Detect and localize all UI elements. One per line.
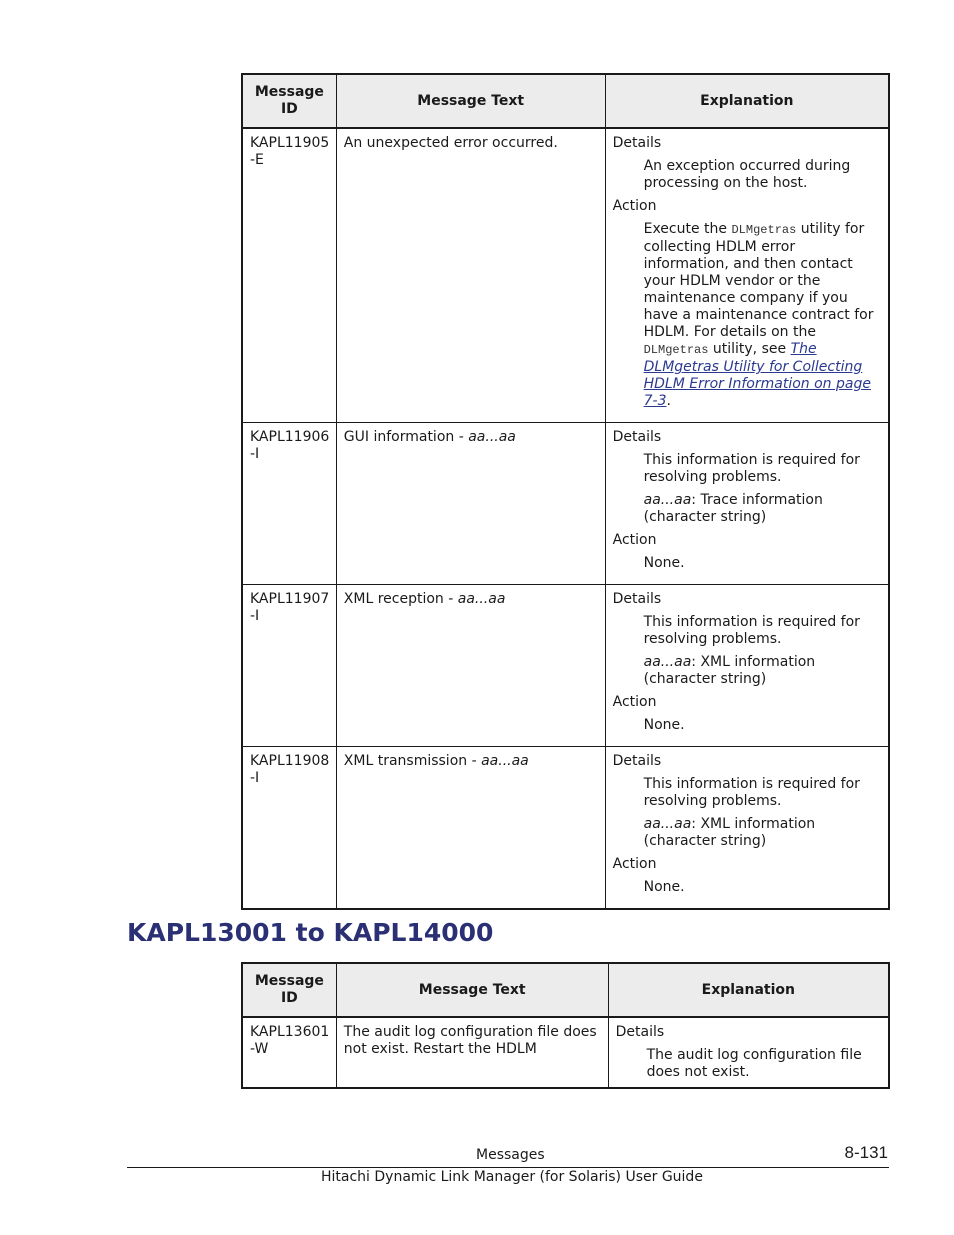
explanation <box>605 423 889 585</box>
action-label: Action <box>612 856 657 872</box>
variable-name: aa...aa <box>643 492 692 508</box>
message-text-prefix: XML reception - <box>343 591 458 607</box>
message-text <box>336 585 605 747</box>
message-text: The audit log configuration file does not exist. Restart the HDLM <box>336 1017 608 1088</box>
explanation <box>605 128 889 423</box>
variable-description <box>644 654 882 688</box>
message-variable: aa...aa <box>481 753 529 769</box>
variable-name: aa...aa <box>643 816 692 832</box>
messages-table-kapl119xx <box>241 73 890 910</box>
message-id: KAPL13601-W <box>242 1017 336 1088</box>
table-row <box>242 423 889 585</box>
explanation <box>608 1017 889 1088</box>
message-variable: aa...aa <box>468 429 516 445</box>
utility-name-code: DLMgetras <box>643 343 709 357</box>
messages-table-kapl136xx <box>241 962 890 1089</box>
footer-page-number: 8-131 <box>844 1143 888 1162</box>
explanation <box>605 585 889 747</box>
message-variable: aa...aa <box>457 591 506 607</box>
utility-name-code: DLMgetras <box>731 223 797 237</box>
header-message-id: Message ID <box>242 74 336 128</box>
message-id: KAPL11908-I <box>242 747 336 910</box>
details-text: The audit log configuration file does not exist. <box>646 1047 862 1080</box>
details-text: An exception occurred during processing on the host. <box>643 158 851 191</box>
table-row <box>242 585 889 747</box>
variable-description <box>644 492 882 526</box>
message-id: KAPL11907-I <box>242 585 336 747</box>
action-label: Action <box>612 694 657 710</box>
message-text-prefix: XML transmission - <box>343 753 482 769</box>
header-message-text: Message Text <box>336 74 605 128</box>
details-label: Details <box>612 429 662 445</box>
section-heading: KAPL13001 to KAPL14000 <box>127 918 494 947</box>
action-text-part: utility for collecting HDLM error information, and then contact your HDLM vendor or the maintenance company if you have a maintenance contract for HDLM. For details on the <box>643 221 874 340</box>
action-label: Action <box>612 532 657 548</box>
table-header-row <box>242 963 889 1017</box>
action-text-part: Execute the <box>643 221 732 237</box>
variable-description <box>644 816 882 850</box>
message-text <box>336 747 605 910</box>
details-label: Details <box>612 753 662 769</box>
header-message-text: Message Text <box>336 963 608 1017</box>
action-label: Action <box>612 198 657 214</box>
message-text: An unexpected error occurred. <box>336 128 605 423</box>
action-text-part: utility, see <box>708 341 791 357</box>
variable-meaning: : Trace information (character string) <box>643 492 823 525</box>
variable-name: aa...aa <box>643 654 692 670</box>
action-text: None. <box>643 555 685 571</box>
message-id: KAPL11906-I <box>242 423 336 585</box>
table-row <box>242 1017 889 1088</box>
action-text: None. <box>643 879 685 895</box>
details-label: Details <box>615 1024 665 1040</box>
message-text <box>336 423 605 585</box>
table-row <box>242 128 889 423</box>
action-text <box>644 221 882 410</box>
details-text: This information is required for resolving problems. <box>643 452 860 485</box>
footer-divider <box>127 1167 889 1168</box>
message-id: KAPL11905-E <box>242 128 336 423</box>
cross-reference-link[interactable]: The DLMgetras Utility for Collecting HDLM Error Information on page 7-3 <box>643 341 871 409</box>
details-label: Details <box>612 135 662 151</box>
message-text-prefix: GUI information - <box>343 429 469 445</box>
variable-meaning: : XML information (character string) <box>643 654 816 687</box>
action-text: None. <box>643 717 685 733</box>
variable-meaning: : XML information (character string) <box>643 816 816 849</box>
details-text: This information is required for resolving problems. <box>643 614 860 647</box>
explanation <box>605 747 889 910</box>
footer-guide-title: Hitachi Dynamic Link Manager (for Solaris) User Guide <box>321 1169 703 1185</box>
details-label: Details <box>612 591 662 607</box>
details-text: This information is required for resolving problems. <box>643 776 860 809</box>
header-explanation: Explanation <box>608 963 889 1017</box>
header-message-id: Message ID <box>242 963 336 1017</box>
header-explanation: Explanation <box>605 74 889 128</box>
footer-section-name: Messages <box>476 1147 545 1163</box>
table-row <box>242 747 889 910</box>
action-text-part: . <box>666 393 671 409</box>
table-header-row <box>242 74 889 128</box>
